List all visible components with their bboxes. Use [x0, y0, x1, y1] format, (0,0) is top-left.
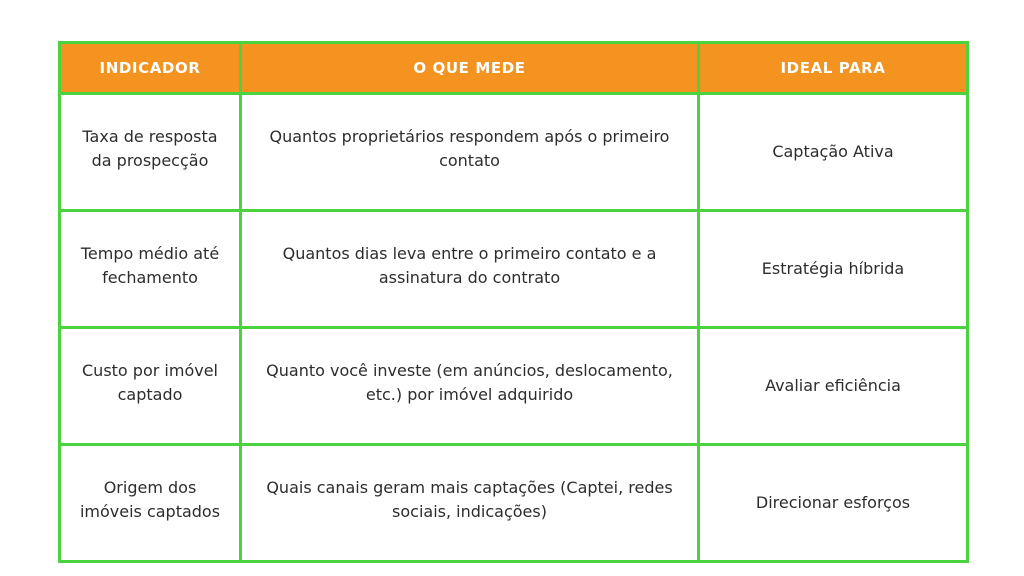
header-ideal-para: IDEAL PARA	[699, 43, 968, 94]
header-indicador: INDICADOR	[60, 43, 241, 94]
table-row	[60, 211, 968, 328]
cell-indicador: Tempo médio até fechamento	[60, 211, 241, 328]
cell-o-que-mede: Quantos proprietários respondem após o primeiro contato	[241, 94, 699, 211]
table-row	[60, 94, 968, 211]
cell-indicador: Taxa de resposta da prospecção	[60, 94, 241, 211]
cell-o-que-mede: Quanto você investe (em anúncios, deslocamento, etc.) por imóvel adquirido	[241, 328, 699, 445]
header-o-que-mede: O QUE MEDE	[241, 43, 699, 94]
cell-indicador: Origem dos imóveis captados	[60, 445, 241, 562]
cell-o-que-mede: Quais canais geram mais captações (Captei, redes sociais, indicações)	[241, 445, 699, 562]
table-row	[60, 445, 968, 562]
table-header-row	[60, 43, 968, 94]
cell-ideal-para: Estratégia híbrida	[699, 211, 968, 328]
table-row	[60, 328, 968, 445]
indicators-table-container	[58, 41, 966, 535]
cell-indicador: Custo por imóvel captado	[60, 328, 241, 445]
cell-o-que-mede: Quantos dias leva entre o primeiro contato e a assinatura do contrato	[241, 211, 699, 328]
cell-ideal-para: Direcionar esforços	[699, 445, 968, 562]
indicators-table	[58, 41, 969, 563]
cell-ideal-para: Captação Ativa	[699, 94, 968, 211]
cell-ideal-para: Avaliar eficiência	[699, 328, 968, 445]
